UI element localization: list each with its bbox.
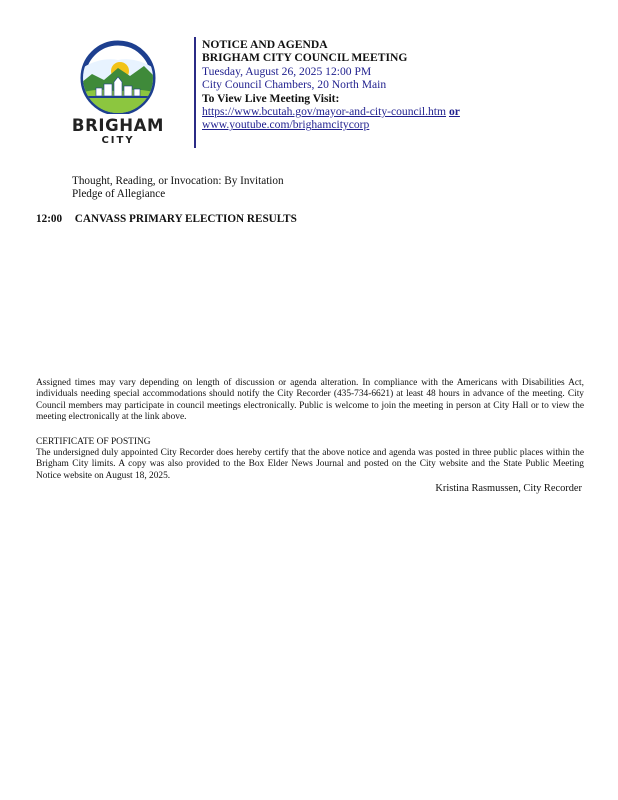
header-divider (194, 37, 196, 148)
council-website-link[interactable]: https://www.bcutah.gov/mayor-and-city-council.htm (202, 105, 447, 119)
or-connector: or (448, 105, 460, 119)
notice-title: NOTICE AND AGENDA (202, 38, 328, 51)
accommodations-notice: Assigned times may vary depending on length of discussion or agenda alteration. In compliance with the Americans with Disabilities Act, individuals needing special accommodations should notify the City Recorder (435-734-6621) at least 48 hours in advance of the meeting. City Council members may participate in council meetings electronically. Public is welcome to join the meeting in person at City Hall or to view the meeting electronically at the link above. (36, 378, 584, 423)
live-meeting-label: To View Live Meeting Visit: (202, 91, 340, 105)
link-line (202, 105, 460, 118)
brigham-city-logo (66, 40, 170, 150)
meeting-header (202, 38, 460, 132)
logo-word-city: CITY (101, 135, 135, 146)
certificate-body: The undersigned duly appointed City Recorder does hereby certify that the above notice and agenda was posted in three public places within the Brigham City limits. A copy was also provided to the Box Elder News Journal and posted on the City website and the State Public Meeting Notice website on August 18, 2025. (36, 448, 584, 481)
pledge-line: Pledge of Allegiance (72, 188, 166, 201)
meeting-location: City Council Chambers, 20 North Main (202, 78, 387, 92)
agenda-item-title: CANVASS PRIMARY ELECTION RESULTS (74, 213, 297, 225)
youtube-channel-link[interactable]: www.youtube.com/brighamcitycorp (202, 118, 370, 132)
meeting-title: BRIGHAM CITY COUNCIL MEETING (202, 51, 408, 65)
certificate-heading: CERTIFICATE OF POSTING (36, 437, 151, 447)
opening-items (72, 175, 284, 202)
meeting-date-time: Tuesday, August 26, 2025 12:00 PM (202, 64, 372, 78)
link-line-2 (202, 118, 460, 131)
invocation-line: Thought, Reading, or Invocation: By Invitation (72, 175, 284, 187)
city-emblem-graphic (66, 40, 170, 114)
logo-word-brigham: BRIGHAM (71, 116, 165, 135)
recorder-signature: Kristina Rasmussen, City Recorder (435, 483, 582, 494)
agenda-item (36, 213, 297, 225)
agenda-item-time: 12:00 (36, 213, 63, 225)
